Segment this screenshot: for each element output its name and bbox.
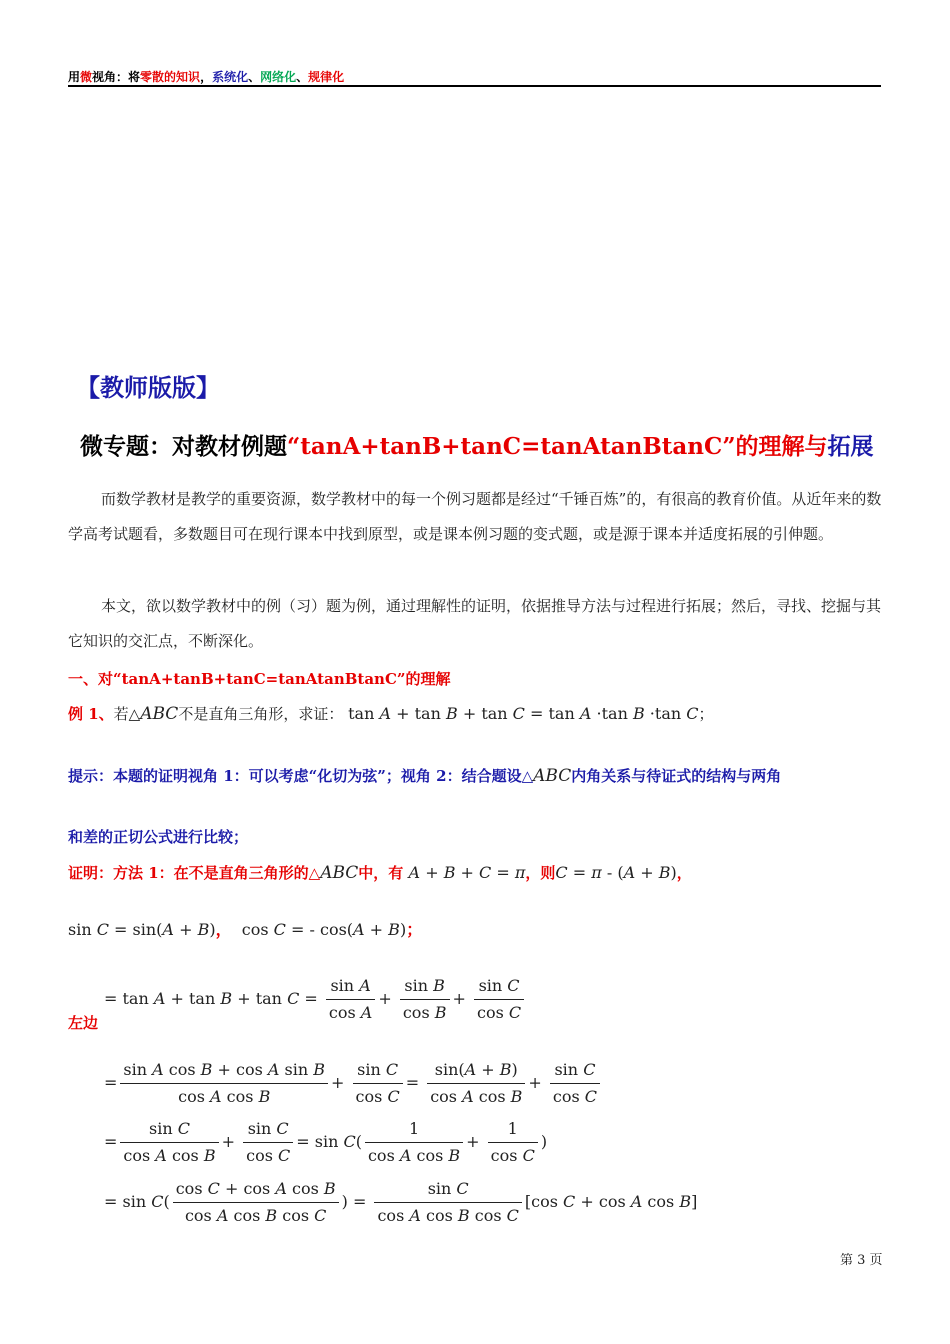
hint-line-1: 提示：本题的证明视角 1：可以考虑“化切为弦”；视角 2：结合题设△ABC内角关系与待证式的结构与两角 bbox=[68, 766, 782, 786]
proof-intro: 证明：方法 1：在不是直角三角形的△ABC中，有 A + B + C = π，则C = π - (A + B)， bbox=[68, 863, 692, 883]
header-divider bbox=[68, 85, 881, 87]
document-title: 微专题：对教材例题“tanA+tanB+tanC=tanAtanBtanC”的理解与拓展 bbox=[80, 433, 874, 460]
title-formula: “tanA+tanB+tanC=tanAtanBtanC” bbox=[287, 433, 736, 460]
equation-step-1: = tan A + tan B + tan C = $\frac{\text{sin A}}{\text{cos A}}$ + $\frac{\text{sin B}}{\text{cos B}}$ + $\frac{\text{sin C}}{\text{cos C}}$ bbox=[104, 975, 527, 1024]
page-header-slogan: 用微视角：将零散的知识，系统化、网络化、规律化 bbox=[68, 70, 345, 84]
left-side-label: 左边 bbox=[68, 1014, 99, 1032]
equation-step-4: = sin C( $\frac{\text{cos C + cos A cos B}}{\text{cos A cos B cos C}}$ ) = $\frac{\text{sin C}}{\text{cos A cos B cos C}}$ [cos C + cos A cos B] bbox=[104, 1179, 698, 1225]
page-number: 第 3 页 bbox=[840, 1253, 883, 1268]
section-heading-1: 一、对“tanA+tanB+tanC=tanAtanBtanC”的理解 bbox=[68, 670, 451, 688]
equation-step-2: = $\frac{\text{sin A cos B + cos A sin B}}{\text{cos A cos B}}$ + $\frac{\text{sin C}}{\text{cos C}}$ = $\frac{\sin(A + B)}{\text{cos A cos B}}$ + $\frac{\text{sin C}}{\text{cos C}}$ bbox=[104, 1059, 603, 1108]
intro-paragraph-1: 而数学教材是教学的重要资源，数学教材中的每一个例习题都是经过“千锤百炼”的，有很高的教育价值。从近年来的数学高考试题看，多数题目可在现行课本中找到原型，或是课本例习题的变式题，或是源于课本并适度拓展的引伸题。 bbox=[68, 490, 882, 543]
sin-cos-identity: sin C = sin(A + B)， cos C = - cos(A + B)； bbox=[68, 920, 423, 939]
example-1: 例 1、若△ABC不是直角三角形，求证： tan A + tan B + tan C = tan A ·tan B ·tan C； bbox=[68, 704, 714, 724]
equation-step-3: = $\frac{\text{sin C}}{\text{cos A cos B}}$ + $\frac{\text{sin C}}{\text{cos C}}$ = sin C( $\frac{1}{\text{cos A cos B}}$ + $\frac{1}{\text{cos C}}$ ) bbox=[104, 1119, 548, 1165]
hint-line-2: 和差的正切公式进行比较； bbox=[68, 828, 249, 846]
teacher-edition-badge: 【教师版版】 bbox=[76, 373, 220, 402]
intro-paragraph-2: 本文，欲以数学教材中的例（习）题为例，通过理解性的证明，依据推导方法与过程进行拓展；然后，寻找、挖掘与其它知识的交汇点，不断深化。 bbox=[68, 597, 882, 650]
example-1-equation: tan A + tan B + tan C = tan A ·tan B ·tan C bbox=[348, 704, 699, 723]
